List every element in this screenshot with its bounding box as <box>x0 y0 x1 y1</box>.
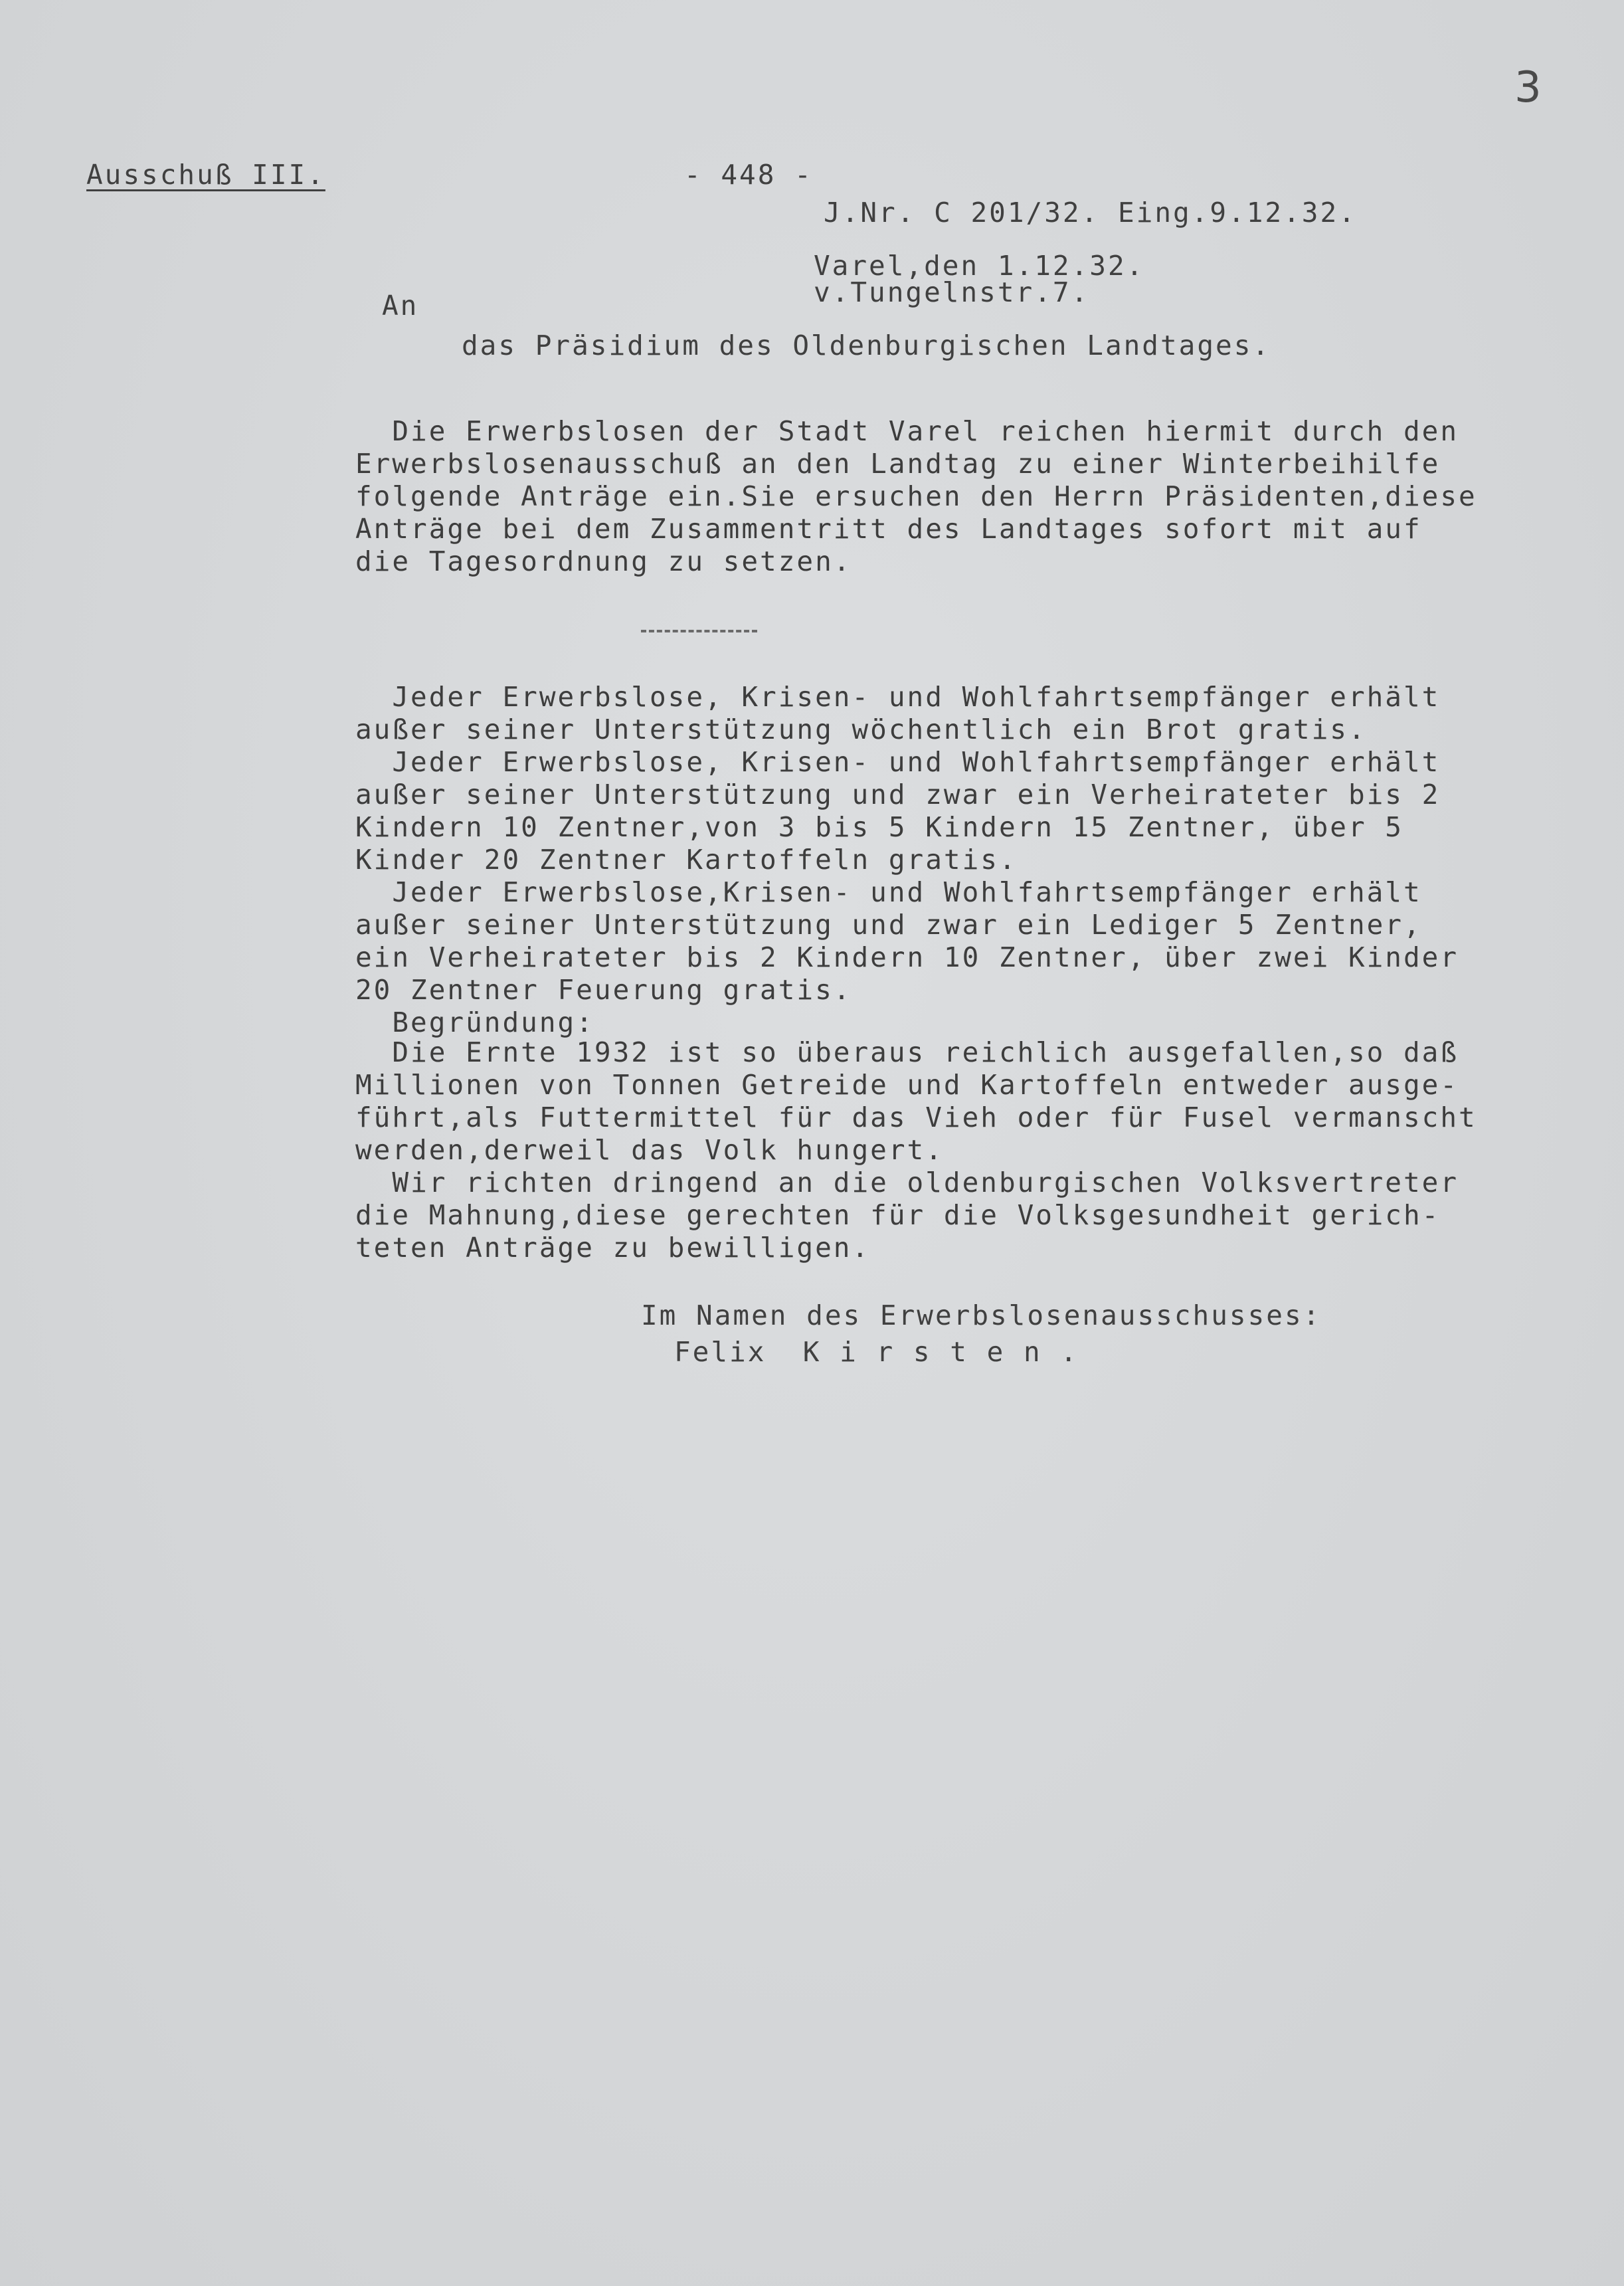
signature-line: Im Namen des Erwerbslosenausschusses: <box>641 1299 1322 1331</box>
justification-paragraph: Die Ernte 1932 ist so überaus reichlich ausgefallen,so daß Millionen von Tonnen Getreide und Kartoffeln entweder ausge- führt,als Futtermittel für das Vieh oder für Fusel vermanscht werden,derweil das Volk hungert. Wir richten dringend an die oldenburgischen Volksvertreter die Mahnung,diese gerechten für die Volksgesundheit gerich- teten Anträge zu bewilligen. <box>355 1036 1477 1264</box>
committee-label: Ausschuß III. <box>86 159 325 191</box>
addressee: das Präsidium des Oldenburgischen Landtages. <box>462 330 1271 361</box>
page-number: 3 <box>1514 63 1542 112</box>
sender-address: v.Tungelnstr.7. <box>814 276 1090 308</box>
signature-name: Felix K i r s t e n . <box>674 1336 1079 1368</box>
demands-paragraph: Jeder Erwerbslose, Krisen- und Wohlfahrtsempfänger erhält außer seiner Unterstützung wöchentlich ein Brot gratis. Jeder Erwerbslose, Krisen- und Wohlfahrtsempfänger erhält außer seiner Unterstützung und zwar ein Verheirateter bis 2 Kindern 10 Zentner,von 3 bis 5 Kindern 15 Zentner, über 5 Kinder 20 Zentner Kartoffeln gratis. Jeder Erwerbslose,Krisen- und Wohlfahrtsempfänger erhält außer seiner Unterstützung und zwar ein Lediger 5 Zentner, ein Verheirateter bis 2 Kindern 10 Zentner, über zwei Kinder 20 Zentner Feuerung gratis. <box>355 681 1459 1006</box>
journal-entry: J.Nr. C 201/32. Eing.9.12.32. <box>824 197 1357 229</box>
folio-number: - 448 - <box>684 159 813 191</box>
section-divider <box>641 630 757 632</box>
place-date: Varel,den 1.12.32. <box>814 250 1145 282</box>
salutation: An <box>382 290 419 322</box>
intro-paragraph: Die Erwerbslosen der Stadt Varel reichen hiermit durch den Erwerbslosenausschuß an den Landtag zu einer Winterbeihilfe folgende Anträge ein.Sie ersuchen den Herrn Präsidenten,diese Anträge bei dem Zusammentritt des Landtages sofort mit auf die Tagesordnung zu setzen. <box>355 415 1477 577</box>
justification-heading: Begründung: <box>355 1006 594 1038</box>
